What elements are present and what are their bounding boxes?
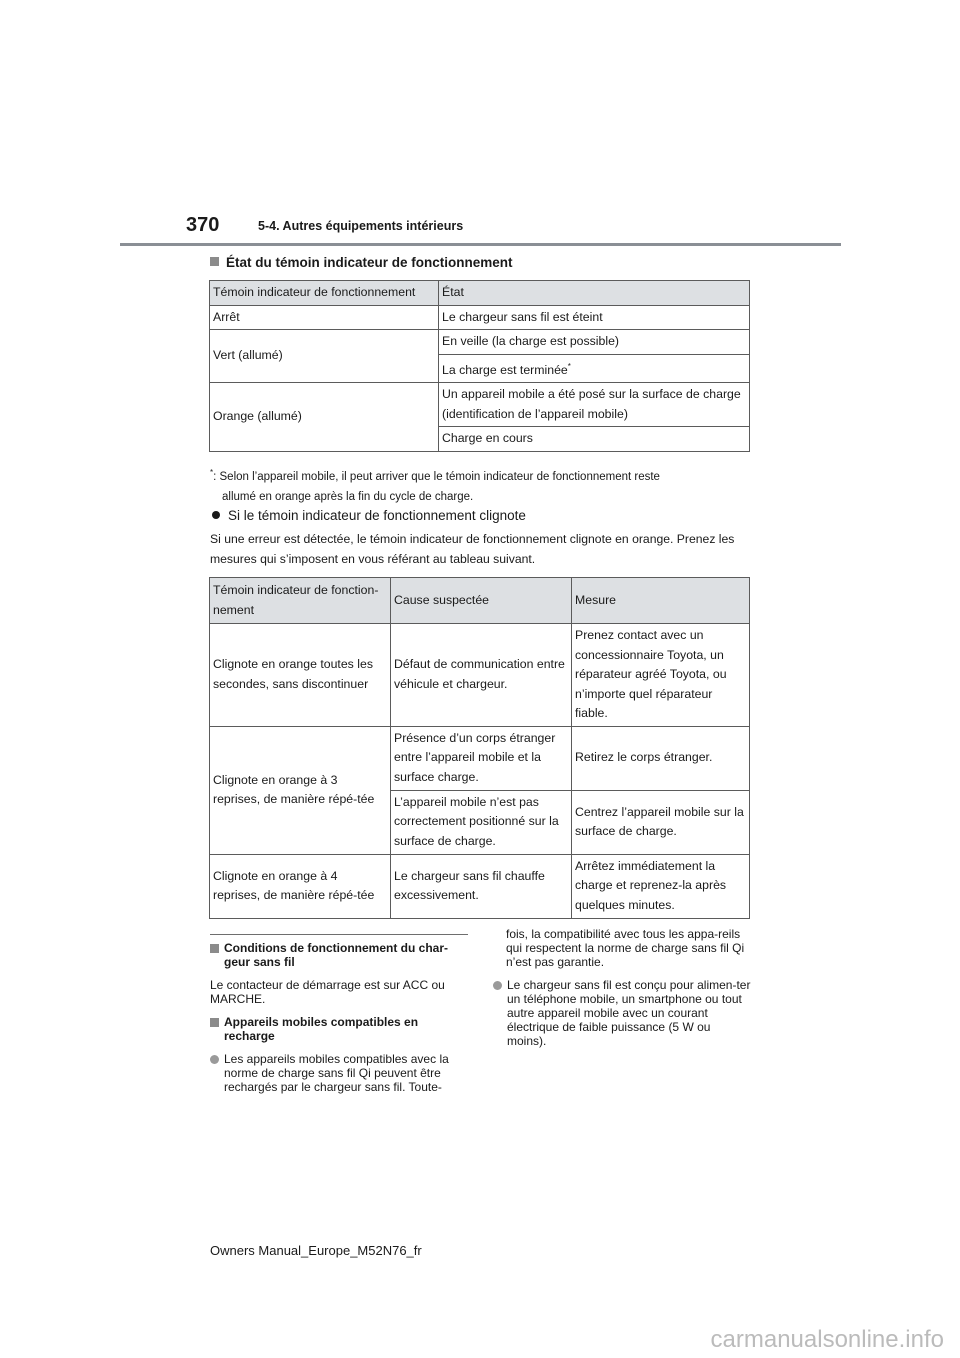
footnote-marker: * [210, 468, 214, 477]
note-heading [210, 1015, 472, 1043]
table-cell: L’appareil mobile n’est pas correctement positionné sur la surface de charge. [391, 790, 572, 854]
page-footer: Owners Manual_Europe_M52N76_fr [210, 1243, 422, 1258]
footnote [210, 463, 750, 507]
column-header: État [439, 281, 750, 306]
note-heading-text: Appareils mobiles compatibles en recharge [224, 1015, 419, 1043]
status-heading [210, 255, 513, 270]
table-cell: Retirez le corps étranger. [572, 726, 750, 790]
footnote-line: : Selon l’appareil mobile, il peut arriver que le témoin indicateur de fonctionnement reste [213, 470, 660, 483]
column-header: Mesure [572, 578, 750, 624]
blink-heading-text: Si le témoin indicateur de fonctionnement clignote [228, 508, 526, 523]
square-bullet-icon [210, 1018, 219, 1027]
bullet-icon [493, 981, 502, 990]
note-heading-text: Conditions de fonctionnement du char-geur sans fil [224, 941, 448, 969]
status-heading-text: État du témoin indicateur de fonctionnement [226, 255, 513, 270]
table-cell: Clignote en orange à 4 reprises, de manière répé-tée [210, 854, 391, 918]
table-row [210, 726, 750, 790]
blink-intro: Si une erreur est détectée, le témoin indicateur de fonctionnement clignote en orange. Prenez les mesures qui s’imposent en vous référant au tableau suivant. [210, 532, 735, 566]
note-text: Le contacteur de démarrage est sur ACC ou MARCHE. [210, 978, 445, 1006]
bullet-icon [212, 511, 220, 519]
table-cell: Orange (allumé) [210, 383, 439, 452]
table-cell: Un appareil mobile a été posé sur la surface de charge (identification de l’appareil mobile) [439, 383, 750, 427]
table-cell: Présence d’un corps étranger entre l’appareil mobile et la surface charge. [391, 726, 572, 790]
table-cell: Vert (allumé) [210, 330, 439, 383]
footnote-marker: * [567, 361, 571, 371]
table-cell: Arrêt [210, 305, 439, 330]
note-text: fois, la compatibilité avec tous les appa-reils qui respectent la norme de charge sans fil Qi n’est pas garantie. [506, 927, 745, 969]
blink-table [209, 577, 750, 919]
table-cell: En veille (la charge est possible) [439, 330, 750, 355]
notes-left-column [210, 941, 472, 1103]
table-cell [439, 354, 750, 383]
footnote-line: allumé en orange après la fin du cycle de charge. [222, 490, 474, 503]
square-bullet-icon [210, 257, 219, 266]
table-row [210, 624, 750, 727]
table-cell: Arrêtez immédiatement la charge et reprenez-la après quelques minutes. [572, 854, 750, 918]
table-row [210, 330, 750, 355]
column-header: Témoin indicateur de fonction-nement [210, 578, 391, 624]
watermark: carmanualsonline.info [710, 1326, 944, 1353]
column-header: Cause suspectée [391, 578, 572, 624]
note-bullet [493, 978, 753, 1048]
table-cell: Le chargeur sans fil chauffe excessivement. [391, 854, 572, 918]
table-header-row [210, 281, 750, 306]
table-cell: Clignote en orange toutes les secondes, sans discontinuer [210, 624, 391, 727]
table-cell: Centrez l’appareil mobile sur la surface de charge. [572, 790, 750, 854]
section-title: 5-4. Autres équipements intérieurs [258, 219, 464, 233]
note-bullet [210, 1052, 472, 1094]
table-row [210, 854, 750, 918]
bullet-icon [210, 1055, 219, 1064]
table-cell: Défaut de communication entre véhicule et chargeur. [391, 624, 572, 727]
table-row [210, 305, 750, 330]
square-bullet-icon [210, 944, 219, 953]
note-bullet-text: Le chargeur sans fil est conçu pour alimen-ter un téléphone mobile, un smartphone ou tout autre appareil mobile avec un courant électrique de faible puissance (5 W ou moins). [507, 978, 751, 1048]
table-cell: Clignote en orange à 3 reprises, de manière répé-tée [210, 726, 391, 854]
table-header-row [210, 578, 750, 624]
page-number: 370 [186, 214, 220, 236]
table-cell: Le chargeur sans fil est éteint [439, 305, 750, 330]
header-divider [120, 243, 841, 246]
table-cell: Charge en cours [439, 427, 750, 452]
cell-text: La charge est terminée [442, 362, 568, 377]
notes-right-column [493, 927, 753, 1057]
notes-divider [210, 934, 468, 935]
note-heading [210, 941, 472, 969]
table-row [210, 383, 750, 427]
blink-heading [210, 508, 526, 523]
note-bullet-text: Les appareils mobiles compatibles avec la norme de charge sans fil Qi peuvent être rechargés par le chargeur sans fil. Toute- [224, 1052, 449, 1094]
status-table [209, 280, 750, 452]
column-header: Témoin indicateur de fonctionnement [210, 281, 439, 306]
table-cell: Prenez contact avec un concessionnaire Toyota, un réparateur agréé Toyota, ou n’importe quel réparateur fiable. [572, 624, 750, 727]
